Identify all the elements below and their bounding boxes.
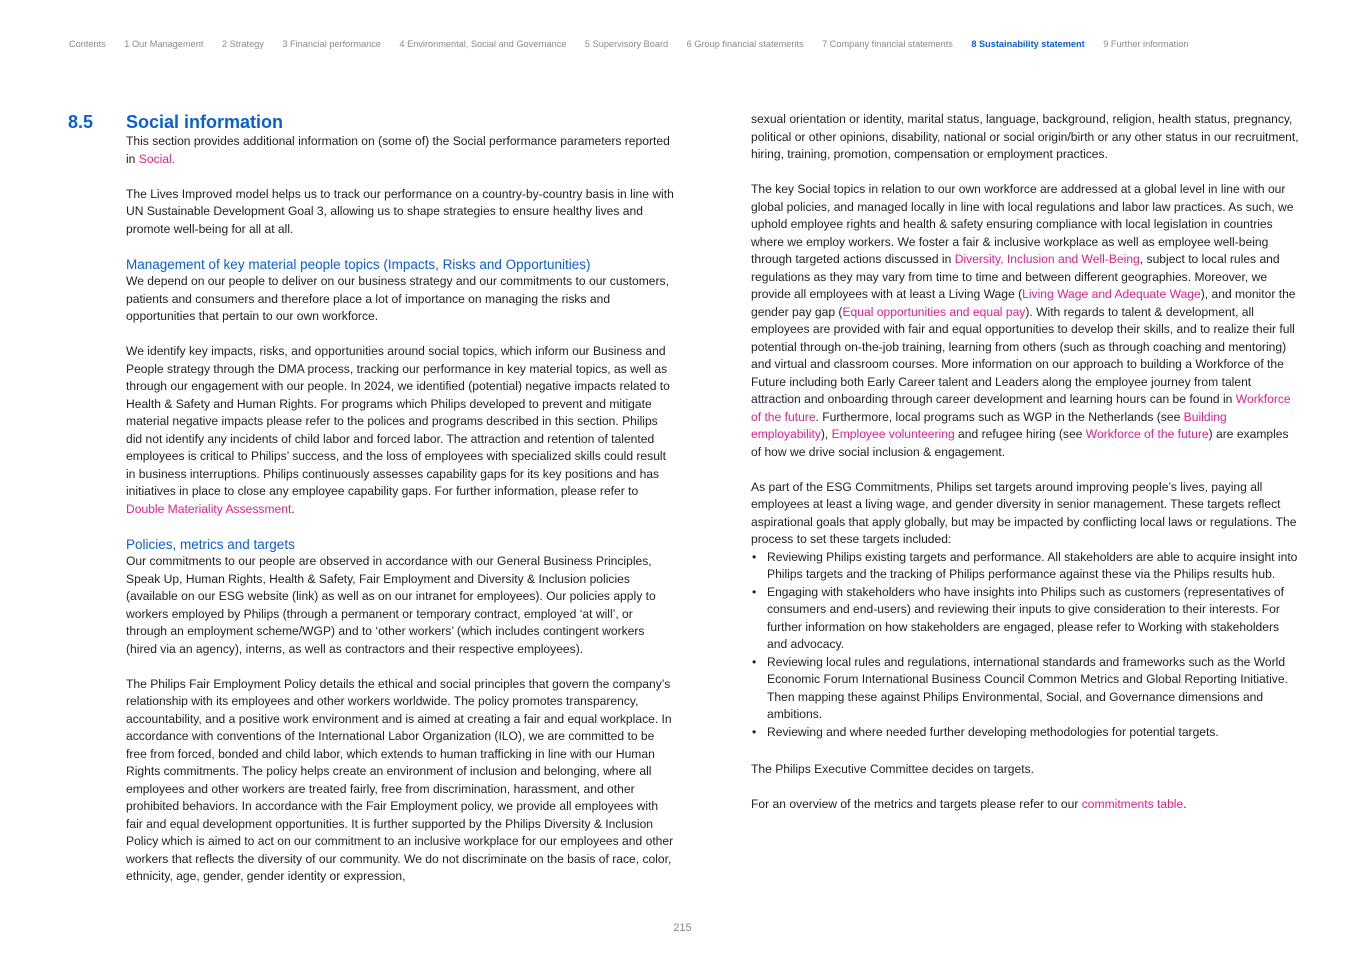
- text: The Philips Executive Committee decides on targets.: [751, 762, 1034, 776]
- subheading: [126, 256, 674, 274]
- paragraph: [126, 553, 674, 658]
- text: , subject to local rules and regulations as they may vary from time to time and between different geographies. Moreover, we provide all employees with at least a Living Wage (: [751, 252, 1280, 301]
- text: We identify key impacts, risks, and opportunities around social topics, which inform our Business and People strategy through the DMA process, tracking our performance in key material topics, as well as through our engagement with our people. In 2024, we identified (potential) negative impacts related to Health & Safety and Human Rights. For programs which Philips developed to prevent and mitigate material negative impacts please refer to the polices and programs described in this section. Philips did not identify any incidents of child labor and forced labor. The attraction and retention of talented employees is critical to Philips’ success, and the loss of employees with specialized skills could result in business interruptions. Philips continuously assesses capability gaps for its key positions and has initiatives in place to close any employee capability gaps. For further information, please refer to: [126, 344, 670, 498]
- section-title: Social information: [126, 112, 284, 132]
- text: The Philips Fair Employment Policy details the ethical and social principles that govern the company’s relationship with its employees and other workers worldwide. The policy promotes transparency, accountability, and a positive work environment and is aimed at creating a fair and equal workplace. In accordance with conventions of the International Labor Organization (ILO), we are committed to be free from forced, bonded and child labor, which extends to human trafficking in line with our Human Rights commitments. The policy helps create an environment of inclusion and belonging, where all employees and other workers are treated fairly, free from discrimination, harassment, and other prohibited behaviors. In accordance with the Fair Employment policy, we provide all employees with fair and equal development opportunities. It is further supported by the Philips Diversity & Inclusion Policy which is aimed to act on our commitment to an inclusive workplace for our employees and other workers that reflects the diversity of our community. We do not discriminate on the basis of race, color, ethnicity, age, gender, gender identity or expression,: [126, 676, 674, 883]
- section-number: 8.5: [68, 112, 94, 132]
- nav-item[interactable]: 9 Further information: [1103, 39, 1189, 49]
- text: We depend on our people to deliver on our business strategy and our commitments to our customers, patients and consumers and therefore place a lot of importance on managing the risks and opportunities that pertain to our own workforce.: [126, 274, 669, 323]
- page-number: 215: [673, 922, 692, 934]
- cross-reference-link[interactable]: Workforce of the future: [1085, 427, 1209, 441]
- cross-reference-link[interactable]: Workforce of the future: [751, 392, 1291, 424]
- text: .: [291, 501, 295, 516]
- left-column: [126, 133, 674, 903]
- text: ) are examples of how we drive social inclusion & engagement.: [751, 427, 1289, 459]
- text: Our commitments to our people are observed in accordance with our General Business Principles, Speak Up, Human Rights, Health & Safety, Fair Employment and Diversity & Inclusion policies (available on our ESG website (link) as well as on our intranet for employees). Our policies apply to workers employed by Philips (through a permanent or temporary contract, employed ‘at will’, or through an employment scheme/WGP) and to ‘other workers’ (which includes contingent workers (hired via an agency), interns, as well as contractors and their respective employees).: [126, 554, 656, 656]
- cross-reference-link[interactable]: Equal opportunities and equal pay: [842, 304, 1026, 319]
- nav-item[interactable]: 8 Sustainability statement: [971, 39, 1085, 49]
- text: sexual orientation or identity, marital status, language, background, religion, health status, pregnancy, political or other opinions, disability, national or social origin/birth or any other status in our recruitment, hiring, training, promotion, compensation or employment practices.: [751, 112, 1299, 161]
- cross-reference-link[interactable]: Employee volunteering: [831, 427, 955, 441]
- paragraph: [751, 479, 1301, 549]
- cross-reference-link[interactable]: Social.: [138, 151, 176, 166]
- paragraph: [126, 273, 674, 326]
- chapter-navigation: [69, 39, 1207, 49]
- text: This section provides additional information on (some of) the Social performance parameters reported in: [126, 134, 670, 166]
- cross-reference-link[interactable]: Building employability: [751, 409, 1227, 441]
- list-item: • Reviewing local rules and regulations, international standards and frameworks such as the World Economic Forum International Business Council Common Metrics and Global Reporting Initiative. Then mapping these against Philips Environmental, Social, and Governance dimensions and ambitions.: [767, 654, 1301, 724]
- paragraph: [126, 186, 674, 239]
- paragraph: [751, 761, 1301, 779]
- text: The Lives Improved model helps us to track our performance on a country-by-country basis in line with UN Sustainable Development Goal 3, allowing us to shape strategies to ensure healthy lives and promote well-being for all at all.: [126, 186, 674, 236]
- nav-item[interactable]: Contents: [69, 39, 106, 49]
- paragraph: [751, 181, 1301, 461]
- text: .: [1183, 797, 1187, 811]
- text: ), and monitor the gender pay gap (: [751, 287, 1296, 319]
- bullet-list: [751, 549, 1301, 742]
- nav-item[interactable]: 1 Our Management: [124, 39, 204, 49]
- paragraph: [126, 133, 674, 168]
- text: The key Social topics in relation to our own workforce are addressed at a global level in line with our global policies, and managed locally in line with local regulations and labor law practices. As such, we uphold employee rights and health & safety ensuring compliance with local legislation in countries where we employ workers. We foster a fair & inclusive workplace as well as employee well-being through targeted actions discussed in: [751, 182, 1294, 266]
- paragraph: [751, 111, 1301, 164]
- list-item: • Engaging with stakeholders who have insights into Philips such as customers (representatives of consumers and end-users) and reviewing their inputs to give consideration to their interests. For further information on how stakeholders are engaged, please refer to Working with stakeholders and advocacy.: [767, 584, 1301, 654]
- text: Policies, metrics and targets: [126, 536, 295, 552]
- list-item: • Reviewing Philips existing targets and performance. All stakeholders are able to acquire insight into Philips targets and the tracking of Philips performance against these via the Philips results hub.: [767, 549, 1301, 584]
- text: As part of the ESG Commitments, Philips set targets around improving people’s lives, paying all employees at least a living wage, and gender diversity in senior management. These targets reflect aspirational goals that apply globally, but may be impacted by conflicting local laws or regulations. The process to set these targets included:: [751, 479, 1297, 546]
- right-column: [751, 111, 1301, 831]
- cross-reference-link[interactable]: Diversity, Inclusion and Well-Being: [954, 252, 1140, 266]
- text: Management of key material people topics (Impacts, Risks and Opportunities): [126, 256, 591, 272]
- text: ). With regards to talent & development, all employees are provided with fair and equal opportunities to develop their skills, and to realize their full potential through on-the-job training, learning from others (such as through coaching and mentoring) and virtual and classroom courses. More information on our approach to building a Workforce of the Future including both Early Career talent and Leaders along the employee journey from talent attraction and onboarding through career development and learning hours can be found in: [751, 304, 1295, 406]
- nav-item[interactable]: 3 Financial performance: [282, 39, 381, 49]
- nav-item[interactable]: 4 Environmental, Social and Governance: [399, 39, 567, 49]
- text: and refugee hiring (see: [954, 427, 1086, 441]
- list-item: • Reviewing and where needed further developing methodologies for potential targets.: [767, 724, 1301, 742]
- subheading: [126, 536, 674, 554]
- text: . Furthermore, local programs such as WGP in the Netherlands (see: [815, 409, 1184, 424]
- cross-reference-link[interactable]: Double Materiality Assessment: [126, 501, 292, 516]
- cross-reference-link[interactable]: commitments table: [1081, 797, 1184, 811]
- paragraph: [751, 796, 1301, 814]
- nav-item[interactable]: 6 Group financial statements: [686, 39, 804, 49]
- nav-item[interactable]: 5 Supervisory Board: [584, 39, 669, 49]
- text: For an overview of the metrics and targets please refer to our: [751, 797, 1082, 811]
- paragraph: [126, 676, 674, 886]
- paragraph: [126, 343, 674, 518]
- nav-item[interactable]: 7 Company financial statements: [822, 39, 953, 49]
- nav-item[interactable]: 2 Strategy: [221, 39, 264, 49]
- text: ),: [820, 427, 832, 441]
- cross-reference-link[interactable]: Living Wage and Adequate Wage: [1022, 287, 1201, 301]
